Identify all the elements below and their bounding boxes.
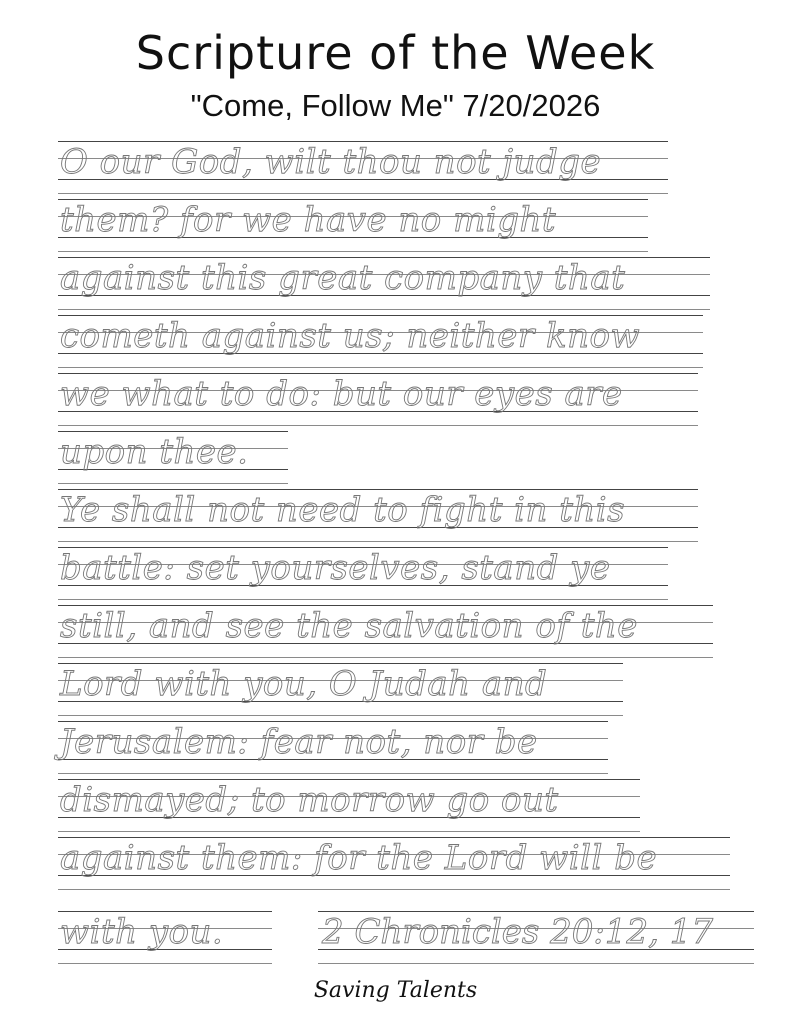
tracing-text: with you. bbox=[60, 912, 224, 952]
tracing-line bbox=[58, 489, 698, 541]
tracing-line bbox=[58, 547, 668, 599]
tracing-text: Lord with you, O Judah and bbox=[60, 664, 548, 704]
tracing-line bbox=[58, 373, 698, 425]
tracing-text: dismayed; to morrow go out bbox=[60, 780, 559, 820]
tracing-line bbox=[58, 837, 730, 889]
tracing-line bbox=[58, 431, 288, 483]
tracing-line bbox=[58, 911, 272, 963]
tracing-text: them? for we have no might bbox=[60, 200, 557, 240]
page-subtitle: "Come, Follow Me" 7/20/2026 bbox=[190, 88, 601, 123]
reference-text: 2 Chronicles 20:12, 17 bbox=[322, 912, 713, 952]
tracing-line bbox=[58, 605, 713, 657]
tracing-text: cometh against us; neither know bbox=[60, 316, 641, 356]
tracing-text: Jerusalem: fear not, nor be bbox=[60, 722, 538, 762]
tracing-line bbox=[58, 663, 623, 715]
tracing-line bbox=[58, 199, 648, 251]
tracing-line bbox=[58, 779, 640, 831]
tracing-text: against this great company that bbox=[60, 258, 626, 298]
tracing-text: O our God, wilt thou not judge bbox=[60, 142, 602, 182]
footer-brand: Saving Talents bbox=[313, 978, 478, 1003]
tracing-line bbox=[58, 257, 710, 309]
tracing-text: we what to do: but our eyes are bbox=[60, 374, 623, 414]
tracing-text: Ye shall not need to fight in this bbox=[60, 490, 626, 530]
tracing-text: upon thee. bbox=[60, 432, 249, 472]
tracing-text: against them: for the Lord will be bbox=[60, 838, 658, 878]
tracing-line bbox=[58, 141, 668, 193]
tracing-text: still, and see the salvation of the bbox=[60, 606, 638, 646]
scripture-reference bbox=[318, 911, 754, 963]
tracing-line bbox=[58, 721, 608, 773]
tracing-line bbox=[58, 315, 703, 367]
tracing-text: battle: set yourselves, stand ye bbox=[60, 548, 611, 588]
page-title: Scripture of the Week bbox=[135, 26, 656, 80]
